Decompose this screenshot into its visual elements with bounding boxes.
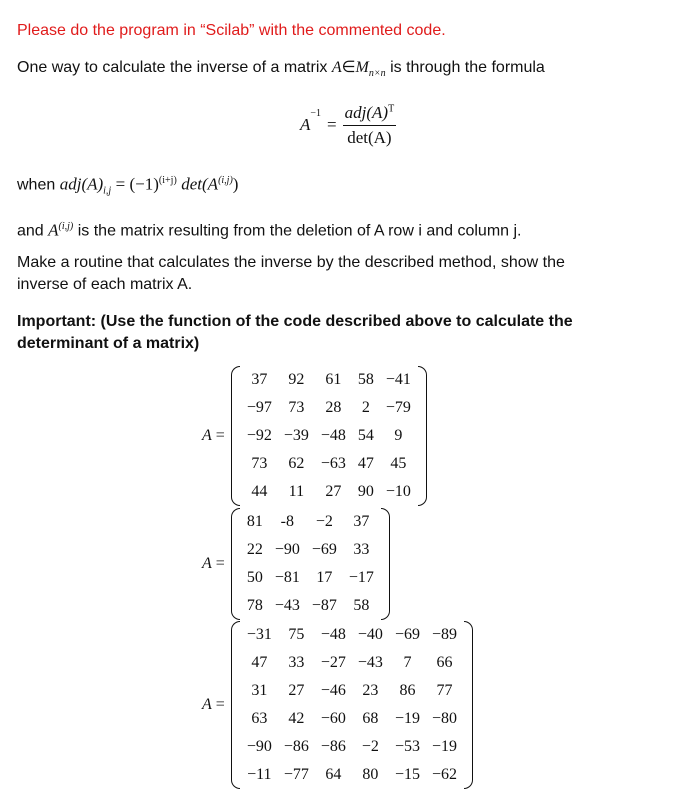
formula-lhs-sup: −1 bbox=[310, 108, 322, 119]
matrix-cell: 58 bbox=[353, 597, 370, 614]
matrix-cell: 11 bbox=[288, 483, 305, 500]
matrix-cell: −15 bbox=[394, 766, 420, 783]
intro-text-a: One way to calculate the inverse of a matrix bbox=[17, 59, 328, 76]
matrix-cell: 64 bbox=[325, 766, 342, 783]
matrix-row bbox=[241, 508, 380, 536]
matrix-cell: 28 bbox=[325, 399, 342, 416]
matrix-cell: 90 bbox=[357, 483, 374, 500]
matrix-cell: −46 bbox=[320, 682, 346, 699]
matrix-cell: 7 bbox=[403, 654, 412, 671]
matrix-row bbox=[241, 564, 380, 592]
matrix-2-brackets bbox=[231, 508, 390, 620]
deletion-line bbox=[17, 216, 521, 242]
matrix-1-label-eq: = bbox=[215, 427, 225, 444]
matrix-cell: 86 bbox=[399, 682, 416, 699]
when-word: when bbox=[17, 176, 56, 194]
matrix-cell: 75 bbox=[288, 626, 305, 643]
matrix-cell: 78 bbox=[246, 597, 263, 614]
matrix-cell: −63 bbox=[320, 455, 346, 472]
when-det: det bbox=[181, 174, 203, 194]
matrix-row bbox=[241, 677, 463, 705]
matrix-cell: −60 bbox=[320, 710, 346, 727]
intro-math-sub: n×n bbox=[368, 68, 386, 80]
matrix-cell: 37 bbox=[353, 513, 370, 530]
matrix-cell: 42 bbox=[288, 710, 305, 727]
when-adj: adj bbox=[59, 174, 82, 194]
matrix-cell: −10 bbox=[385, 483, 411, 500]
formula-numerator bbox=[343, 103, 397, 126]
matrix-1-label bbox=[202, 427, 225, 445]
when-line bbox=[17, 170, 238, 203]
when-sub: i,j bbox=[103, 185, 112, 197]
matrix-2 bbox=[202, 508, 390, 620]
matrix-row bbox=[241, 761, 463, 789]
matrix-cell: −2 bbox=[315, 513, 333, 530]
matrix-3-label bbox=[202, 696, 225, 714]
matrix-cell: 2 bbox=[361, 399, 370, 416]
matrix-cell: 23 bbox=[362, 682, 379, 699]
matrix-cell: −27 bbox=[320, 654, 346, 671]
matrix-row bbox=[241, 450, 417, 478]
deletion-math: A bbox=[48, 220, 59, 240]
matrix-cell: -8 bbox=[280, 513, 294, 530]
matrix-2-label bbox=[202, 555, 225, 573]
matrix-1-grid bbox=[241, 366, 417, 506]
formula-fraction bbox=[343, 103, 397, 148]
when-det-open: (A bbox=[202, 174, 219, 194]
when-paren: (A) bbox=[81, 174, 104, 194]
matrix-cell: 73 bbox=[251, 455, 268, 472]
matrix-cell: 81 bbox=[246, 513, 263, 530]
matrix-2-label-a: A bbox=[202, 555, 212, 572]
matrix-cell: −43 bbox=[357, 654, 383, 671]
matrix-2-grid bbox=[241, 508, 380, 620]
matrix-cell: 47 bbox=[357, 455, 374, 472]
matrix-2-label-eq: = bbox=[215, 555, 225, 572]
matrix-cell: 31 bbox=[251, 682, 268, 699]
matrix-cell: −69 bbox=[394, 626, 420, 643]
matrix-cell: −62 bbox=[431, 766, 457, 783]
matrix-cell: −48 bbox=[320, 427, 346, 444]
formula-numerator-sup: T bbox=[388, 102, 395, 114]
important-line-1: Important: (Use the function of the code described above to calculate the bbox=[17, 313, 573, 330]
intro-math-in: ∈ bbox=[341, 59, 356, 76]
matrix-1-label-a: A bbox=[202, 427, 212, 444]
intro-math-a: A bbox=[331, 59, 342, 76]
matrix-cell: −17 bbox=[348, 569, 374, 586]
matrix-cell: −69 bbox=[311, 541, 337, 558]
matrix-cell: 22 bbox=[246, 541, 263, 558]
matrix-row bbox=[241, 649, 463, 677]
matrix-3-label-eq: = bbox=[215, 696, 225, 713]
matrix-cell: −41 bbox=[385, 371, 411, 388]
matrix-1 bbox=[202, 366, 427, 506]
when-det-close: ) bbox=[232, 174, 239, 194]
intro-text-b: is through the formula bbox=[390, 59, 545, 76]
matrix-3-grid bbox=[241, 621, 463, 789]
matrix-cell: −87 bbox=[311, 597, 337, 614]
matrix-row bbox=[241, 422, 417, 450]
deletion-and: and bbox=[17, 222, 44, 240]
matrix-cell: 80 bbox=[362, 766, 379, 783]
matrix-cell: −19 bbox=[394, 710, 420, 727]
inverse-formula bbox=[300, 98, 396, 152]
formula-eq: = bbox=[327, 115, 337, 134]
matrix-row bbox=[241, 733, 463, 761]
instruction-line: Please do the program in “Scilab” with the commented code. bbox=[17, 22, 446, 39]
matrix-cell: 54 bbox=[357, 427, 374, 444]
matrix-cell: 37 bbox=[251, 371, 268, 388]
formula-numerator-text: adj(A) bbox=[344, 102, 389, 122]
matrix-cell: −43 bbox=[274, 597, 300, 614]
matrix-cell: −86 bbox=[320, 738, 346, 755]
when-exp: (i+j) bbox=[158, 175, 177, 186]
matrix-3-label-a: A bbox=[202, 696, 212, 713]
matrix-cell: 66 bbox=[436, 654, 453, 671]
matrix-cell: 58 bbox=[357, 371, 374, 388]
important-line-2: determinant of a matrix) bbox=[17, 335, 200, 352]
matrix-1-brackets bbox=[231, 366, 427, 506]
formula-lhs: A bbox=[300, 115, 311, 134]
matrix-cell: 50 bbox=[246, 569, 263, 586]
matrix-cell: 27 bbox=[288, 682, 305, 699]
matrix-cell: −81 bbox=[274, 569, 300, 586]
when-eq: = (−1) bbox=[115, 174, 159, 194]
matrix-row bbox=[241, 592, 380, 620]
matrix-cell: −31 bbox=[246, 626, 272, 643]
matrix-cell: −19 bbox=[431, 738, 457, 755]
matrix-cell: 27 bbox=[325, 483, 342, 500]
deletion-rest: is the matrix resulting from the deletion of A row i and column j. bbox=[77, 222, 522, 240]
matrix-3 bbox=[202, 621, 473, 789]
matrix-cell: 61 bbox=[325, 371, 342, 388]
matrix-cell: −92 bbox=[246, 427, 272, 444]
intro-math-m: M bbox=[355, 59, 369, 76]
matrix-cell: 63 bbox=[251, 710, 268, 727]
matrix-row bbox=[241, 366, 417, 394]
matrix-row bbox=[241, 394, 417, 422]
routine-line-1: Make a routine that calculates the inverse by the described method, show the bbox=[17, 254, 565, 271]
matrix-3-brackets bbox=[231, 621, 473, 789]
matrix-row bbox=[241, 478, 417, 506]
matrix-cell: −79 bbox=[385, 399, 411, 416]
matrix-cell: 62 bbox=[288, 455, 305, 472]
matrix-cell: 73 bbox=[288, 399, 305, 416]
matrix-cell: −90 bbox=[246, 738, 272, 755]
matrix-cell: 45 bbox=[390, 455, 407, 472]
matrix-cell: 68 bbox=[362, 710, 379, 727]
matrix-cell: −48 bbox=[320, 626, 346, 643]
matrix-cell: 47 bbox=[251, 654, 268, 671]
matrix-cell: −77 bbox=[283, 766, 309, 783]
matrix-cell: 92 bbox=[288, 371, 305, 388]
matrix-cell: 33 bbox=[288, 654, 305, 671]
matrix-cell: 44 bbox=[251, 483, 268, 500]
matrix-cell: −89 bbox=[431, 626, 457, 643]
matrix-cell: −97 bbox=[246, 399, 272, 416]
matrix-cell: −39 bbox=[283, 427, 309, 444]
matrix-cell: −80 bbox=[431, 710, 457, 727]
matrix-cell: −86 bbox=[283, 738, 309, 755]
matrix-cell: 9 bbox=[394, 427, 403, 444]
matrix-cell: 17 bbox=[316, 569, 333, 586]
matrix-cell: −40 bbox=[357, 626, 383, 643]
matrix-cell: −90 bbox=[274, 541, 300, 558]
routine-line-2: inverse of each matrix A. bbox=[17, 276, 193, 293]
matrix-cell: −2 bbox=[361, 738, 379, 755]
matrix-cell: 33 bbox=[353, 541, 370, 558]
intro-line bbox=[17, 57, 545, 85]
matrix-row bbox=[241, 621, 463, 649]
matrix-cell: −53 bbox=[394, 738, 420, 755]
matrix-cell: 77 bbox=[436, 682, 453, 699]
deletion-sup: (i,j) bbox=[58, 221, 74, 232]
formula-denominator: det(A) bbox=[347, 127, 392, 147]
when-det-sup: (i,j) bbox=[218, 175, 233, 186]
matrix-row bbox=[241, 536, 380, 564]
matrix-cell: −11 bbox=[247, 766, 272, 783]
matrix-row bbox=[241, 705, 463, 733]
